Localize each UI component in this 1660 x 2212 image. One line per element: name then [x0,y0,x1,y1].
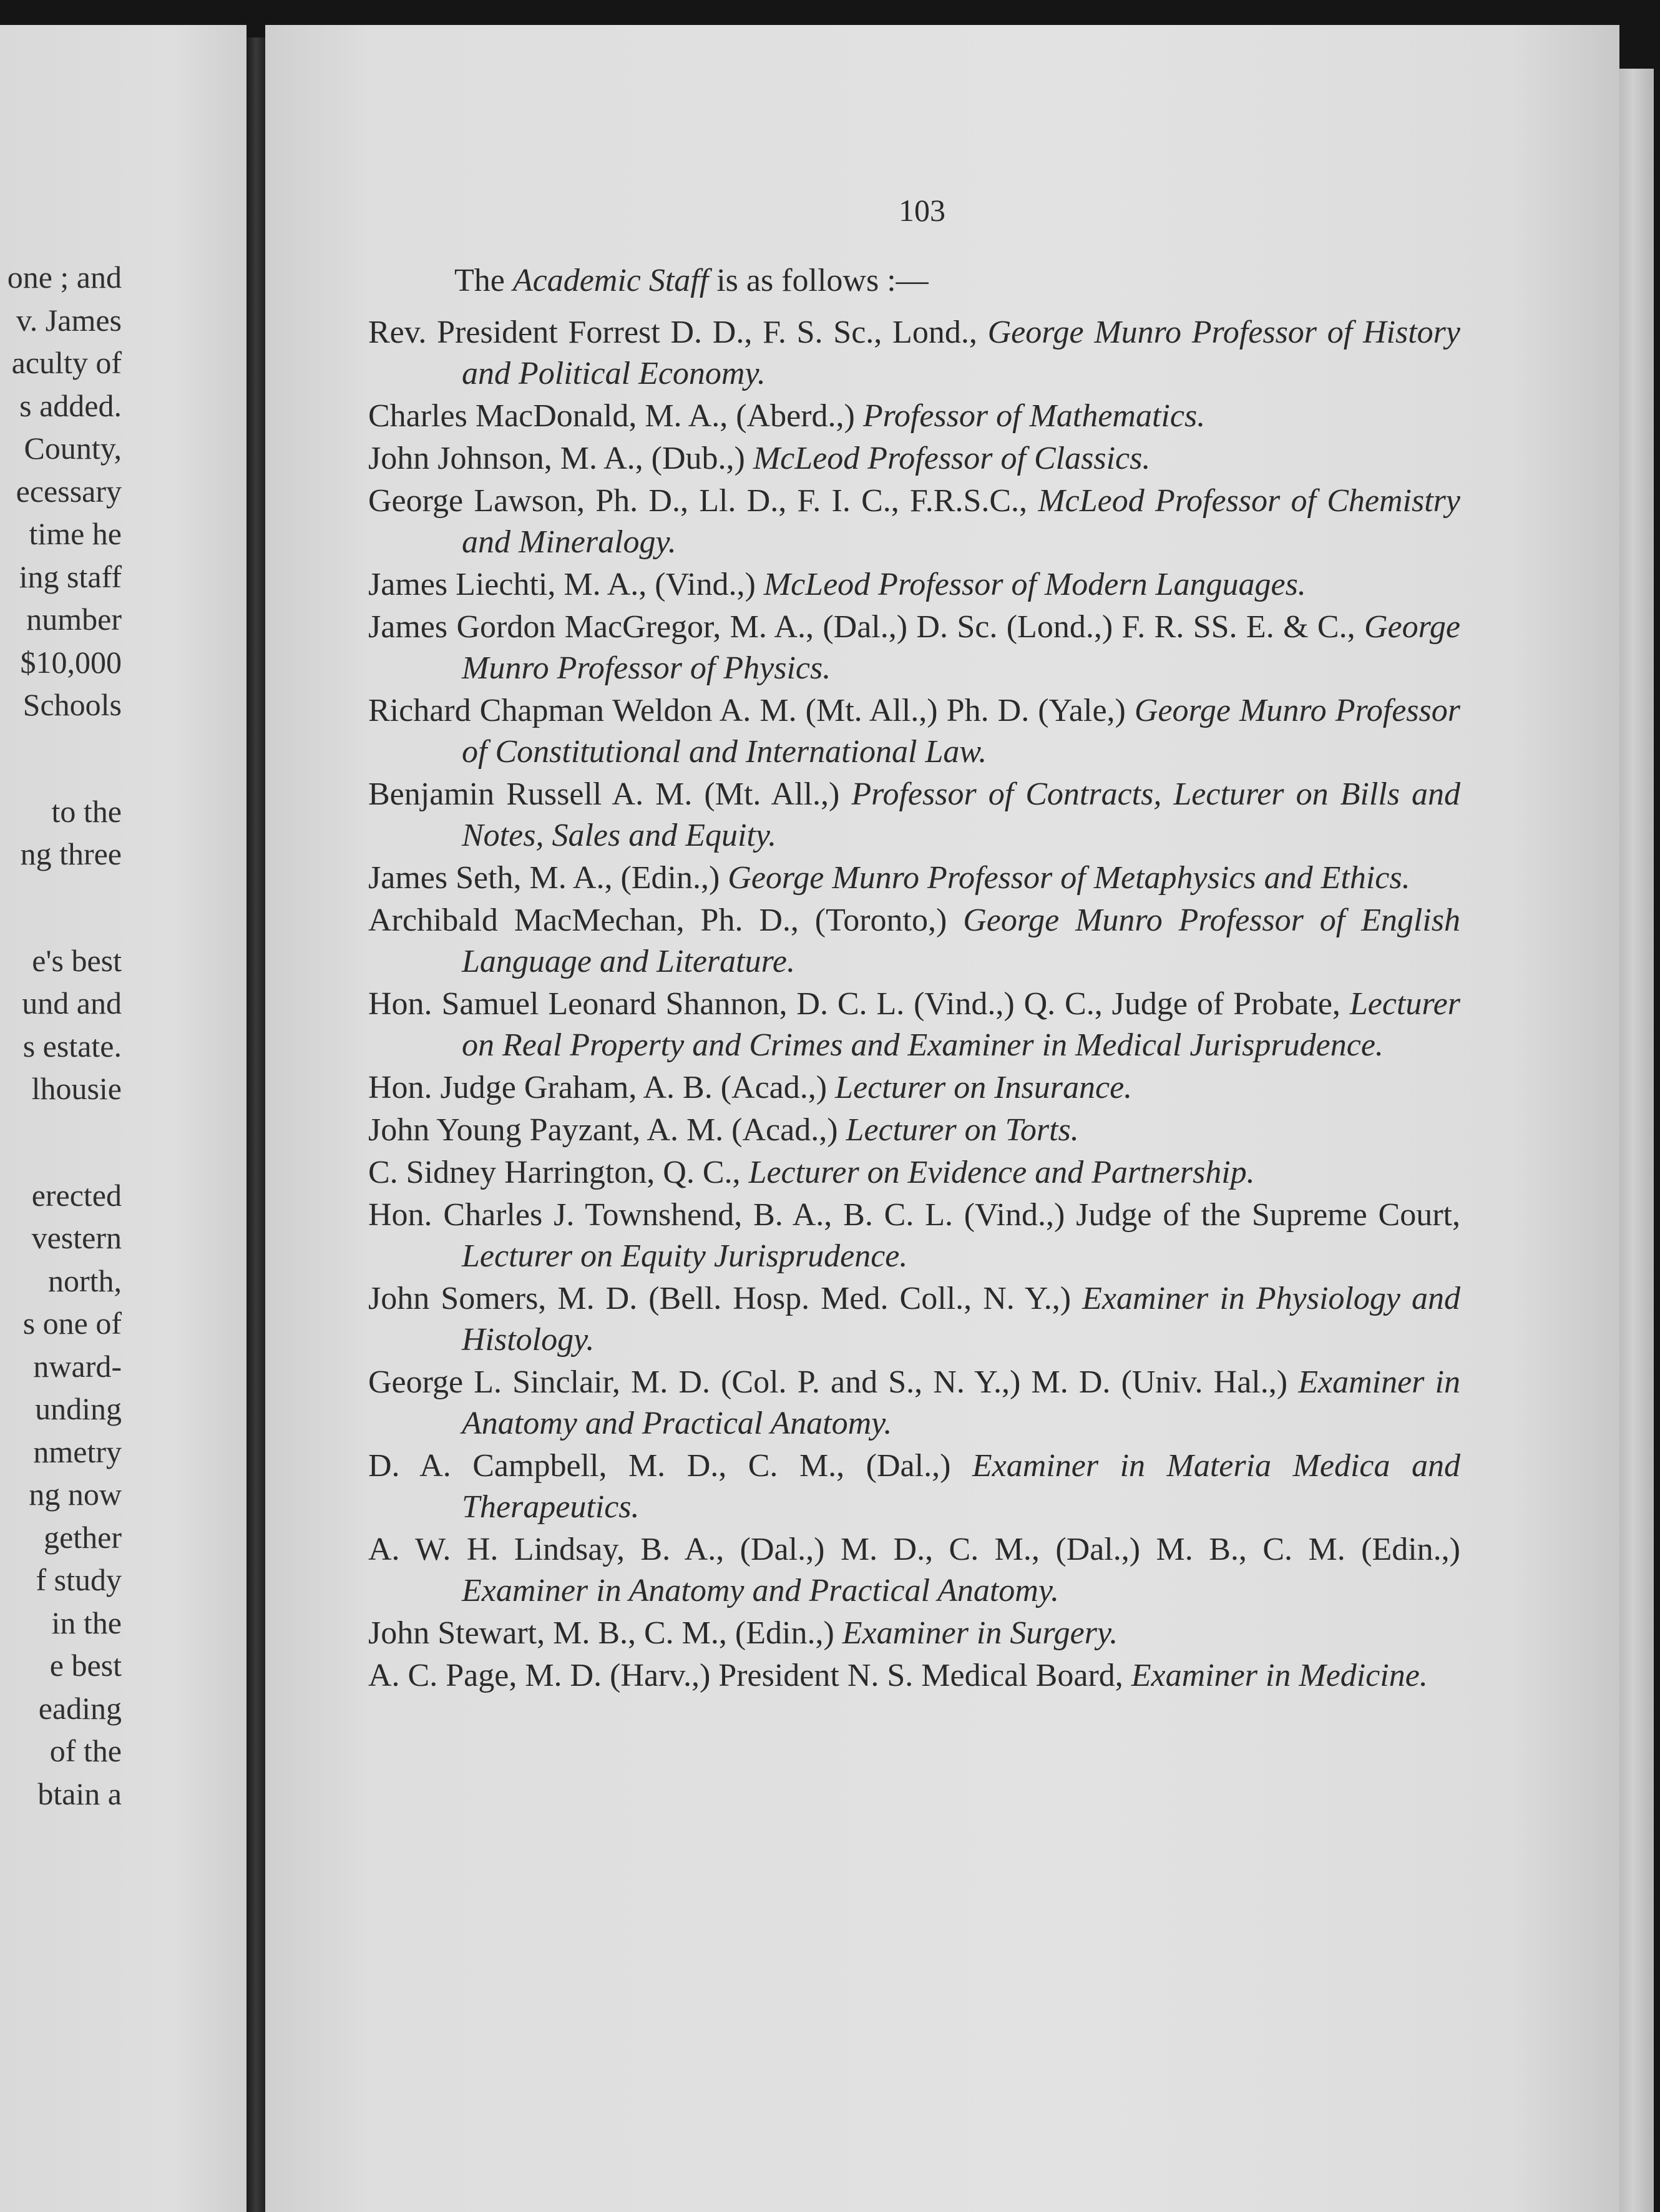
left-text-line: Schools [22,687,122,722]
staff-entry [368,1278,1460,1361]
left-text-line: v. James [16,302,122,338]
staff-name: Archibald MacMechan, Ph. D., (Toronto,) [368,903,964,938]
staff-intro [454,262,929,299]
staff-title: George Munro Professor of Physics. [462,609,1460,686]
staff-entry [368,1446,1460,1528]
left-text-line: und and [22,986,122,1020]
left-text-line: nmetry [33,1434,122,1469]
staff-entry [368,690,1460,773]
staff-name: Hon. Charles J. Townshend, B. A., B. C. L. (Vind.,) Judge of the Supreme Court, [368,1197,1460,1233]
staff-name: James Gordon MacGregor, M. A., (Dal.,) D. Sc. (Lond.,) F. R. SS. E. & C., [368,609,1364,645]
staff-title: McLeod Professor of Chemistry and Mineralogy. [462,483,1460,560]
staff-title: Examiner in Surgery. [842,1615,1118,1651]
left-text-line: f study [36,1562,122,1597]
left-text-line: gether [44,1519,122,1555]
left-text-line: north, [47,1263,122,1298]
left-text-line: ng now [29,1477,122,1512]
staff-title: McLeod Professor of Classics. [753,441,1151,476]
staff-entry [368,607,1460,689]
staff-name: John Somers, M. D. (Bell. Hosp. Med. Coll., N. Y.,) [368,1281,1083,1316]
left-text-line: number [26,602,122,637]
staff-title: Examiner in Anatomy and Practical Anatomy. [462,1573,1060,1608]
staff-title: McLeod Professor of Modern Languages. [763,567,1306,602]
staff-title: Examiner in Physiology and Histology. [462,1281,1460,1358]
staff-entry [368,481,1460,563]
staff-name: A. C. Page, M. D. (Harv.,) President N. S. Medical Board, [368,1658,1131,1693]
staff-name: Benjamin Russell A. M. (Mt. All.,) [368,776,852,812]
left-text-line: e best [49,1648,122,1683]
left-text-line: eading [38,1690,122,1726]
paragraph-gap [7,1110,122,1174]
staff-entry [368,1152,1460,1193]
page-edge [1619,69,1654,2212]
left-facing-page [0,25,247,2212]
staff-name: James Liechti, M. A., (Vind.,) [368,567,764,602]
staff-title: Examiner in Materia Medica and Therapeutics. [462,1448,1460,1525]
left-text-line: vestern [31,1220,122,1255]
staff-title: Lecturer on Equity Jurisprudence. [462,1238,908,1274]
staff-name: George Lawson, Ph. D., Ll. D., F. I. C., F.R.S.C., [368,483,1038,519]
staff-name: John Stewart, M. B., C. M., (Edin.,) [368,1615,842,1651]
staff-title: Professor of Mathematics. [862,398,1206,434]
staff-entry [368,396,1460,437]
left-text-line: s added. [19,388,122,423]
staff-title: George Munro Professor of History and Political Economy. [462,315,1460,391]
staff-title: Lecturer on Evidence and Partnership. [748,1155,1255,1190]
staff-name: Rev. President Forrest D. D., F. S. Sc., Lond., [368,315,988,350]
left-text-line: ing staff [19,559,122,594]
staff-name: D. A. Campbell, M. D., C. M., (Dal.,) [368,1448,972,1484]
staff-entry [368,1067,1460,1108]
page-number: 103 [899,193,945,228]
left-text-line: s one of [22,1306,122,1341]
staff-title: George Munro Professor of Metaphysics and Ethics. [728,860,1410,896]
staff-title: Lecturer on Torts. [846,1112,1079,1148]
left-page-text [7,256,122,1815]
paragraph-gap [7,876,122,939]
staff-entry [368,858,1460,899]
left-text-line: in the [51,1605,122,1640]
book-gutter [247,37,265,2212]
staff-entry [368,1613,1460,1654]
staff-list [368,312,1460,1696]
left-text-line: lhousie [31,1071,122,1106]
intro-suffix: is as follows :— [708,263,929,298]
staff-entry [368,1195,1460,1277]
left-text-line: time he [29,516,122,551]
staff-name: C. Sidney Harrington, Q. C., [368,1155,749,1190]
intro-prefix: The [454,263,513,298]
staff-name: A. W. H. Lindsay, B. A., (Dal.,) M. D., C. M., (Dal.,) M. B., C. M. (Edin.,) [368,1532,1460,1567]
left-text-line: $10,000 [20,644,122,680]
left-text-line: County, [24,431,122,466]
left-text-line: ecessary [16,473,122,509]
left-text-line: aculty of [11,345,122,380]
intro-italic: Academic Staff [512,263,709,298]
staff-entry [368,1110,1460,1151]
staff-entry [368,1362,1460,1444]
left-text-line: btain a [37,1776,122,1811]
staff-entry [368,1655,1460,1696]
staff-name: George L. Sinclair, M. D. (Col. P. and S., N. Y.,) M. D. (Univ. Hal.,) [368,1364,1299,1400]
staff-name: Hon. Samuel Leonard Shannon, D. C. L. (Vind.,) Q. C., Judge of Probate, [368,986,1350,1022]
staff-entry [368,774,1460,856]
staff-title: Examiner in Anatomy and Practical Anatomy. [462,1364,1460,1441]
staff-title: Lecturer on Insurance. [835,1070,1133,1105]
staff-name: John Young Payzant, A. M. (Acad.,) [368,1112,846,1148]
staff-entry [368,900,1460,982]
staff-name: Hon. Judge Graham, A. B. (Acad.,) [368,1070,836,1105]
staff-name: Richard Chapman Weldon A. M. (Mt. All.,) Ph. D. (Yale,) [368,693,1135,728]
staff-entry [368,1529,1460,1612]
staff-title: Examiner in Medicine. [1131,1658,1428,1693]
staff-title: George Munro Professor of Constitutional and International Law. [462,693,1460,770]
staff-title: Lecturer on Real Property and Crimes and Examiner in Medical Jurisprudence. [462,986,1460,1063]
staff-entry [368,984,1460,1066]
left-text-line: e's best [32,942,122,978]
staff-name: John Johnson, M. A., (Dub.,) [368,441,753,476]
left-text-line: erected [31,1177,122,1213]
staff-entry [368,312,1460,394]
left-text-line: to the [51,793,122,829]
left-text-line: nward- [33,1348,122,1384]
staff-entry [368,438,1460,479]
staff-name: Charles MacDonald, M. A., (Aberd.,) [368,398,863,434]
paragraph-gap [7,727,122,790]
left-text-line: unding [35,1391,122,1426]
staff-title: Professor of Contracts, Lecturer on Bills and Notes, Sales and Equity. [462,776,1460,853]
left-text-line: ng three [20,836,122,871]
left-text-line: of the [49,1733,122,1768]
staff-name: James Seth, M. A., (Edin.,) [368,860,728,896]
staff-entry [368,564,1460,605]
staff-title: George Munro Professor of English Language and Literature. [462,903,1460,979]
left-text-line: one ; and [7,260,122,295]
left-text-line: s estate. [22,1028,122,1064]
